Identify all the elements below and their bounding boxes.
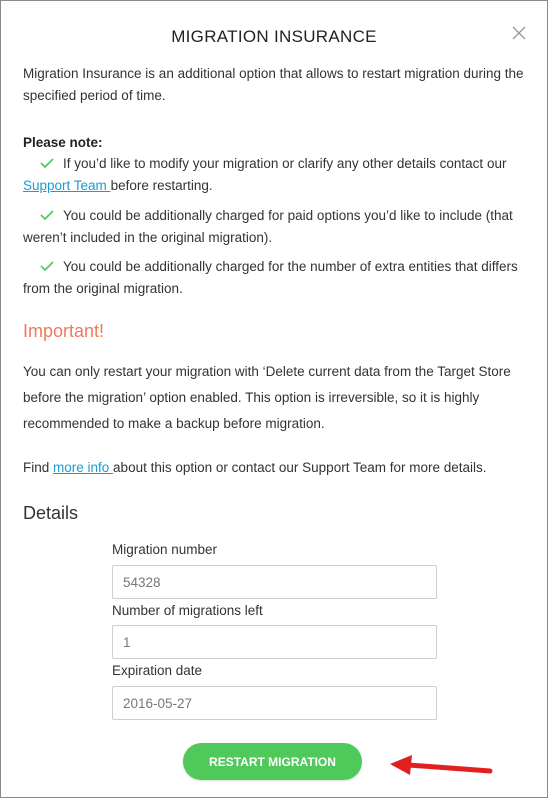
more-info-link[interactable]: more info <box>53 460 114 475</box>
more-info-text <box>23 457 528 479</box>
find-text-rest: about this option or contact our Support Team for more details. <box>113 460 487 475</box>
note-text: You could be additionally charged for paid options you’d like to include (that weren’t included in the original migration). <box>23 208 513 245</box>
note-title: Please note: <box>23 135 103 150</box>
important-text: You can only restart your migration with ‘Delete current data from the Target Store before the migration’ option enabled. This option is irreversible, so it is highly recommended to make a backup before migration. <box>23 364 511 431</box>
details-heading: Details <box>23 503 79 523</box>
important-heading: Important! <box>23 321 105 341</box>
find-text: Find <box>23 460 54 475</box>
restart-migration-button[interactable]: RESTART MIGRATION <box>183 743 362 780</box>
note-item-paid-options <box>23 205 528 249</box>
migration-number-input[interactable] <box>112 565 437 599</box>
note-item-extra-entities <box>23 256 528 300</box>
modal-title: MIGRATION INSURANCE <box>171 27 377 46</box>
migrations-left-label: Number of migrations left <box>112 603 263 618</box>
expiration-date-label: Expiration date <box>112 663 203 678</box>
note-text: You could be additionally charged for the number of extra entities that differs from the original migration. <box>23 259 518 296</box>
check-icon <box>39 260 55 272</box>
migrations-left-input[interactable] <box>112 625 437 659</box>
check-icon <box>39 209 55 221</box>
migration-number-label: Migration number <box>112 542 218 557</box>
note-item-support <box>23 153 528 197</box>
support-team-link[interactable]: Support Team <box>23 178 111 193</box>
note-text: before restarting. <box>110 178 213 193</box>
close-icon[interactable] <box>509 23 529 43</box>
check-icon <box>39 157 55 169</box>
red-arrow-icon <box>386 749 496 779</box>
note-text: If you’d like to modify your migration or clarify any other details contact our <box>63 156 507 171</box>
intro-text: Migration Insurance is an additional option that allows to restart migration during the specified period of time. <box>23 66 524 103</box>
expiration-date-input[interactable] <box>112 686 437 720</box>
